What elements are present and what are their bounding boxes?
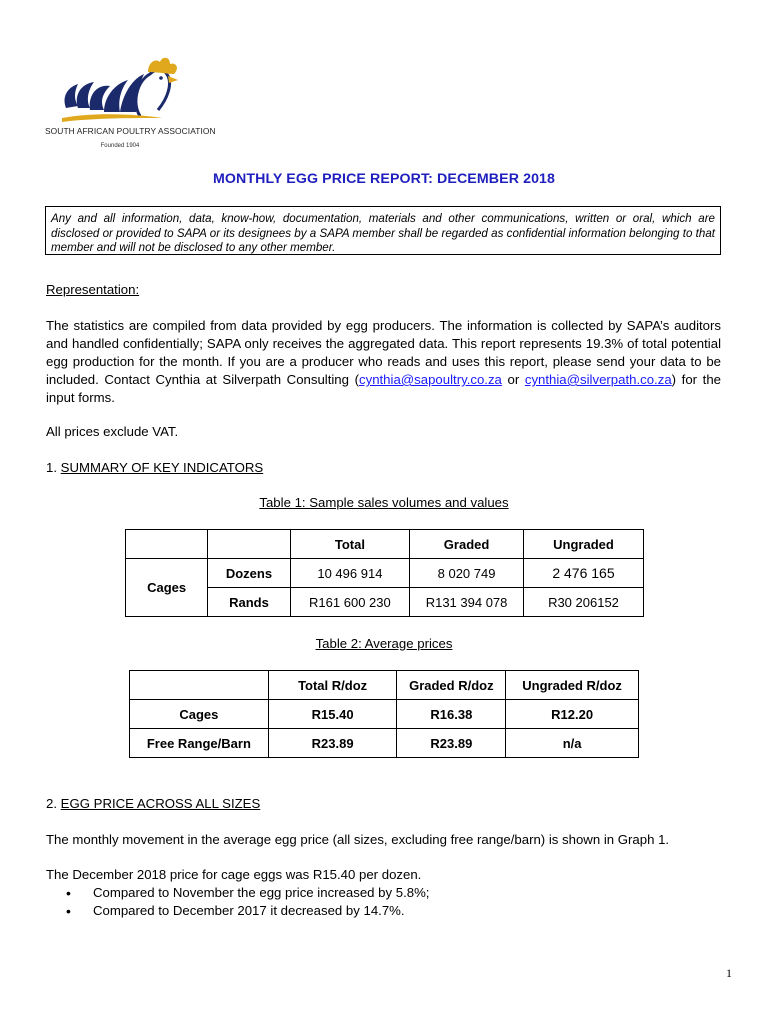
table-cell: R30 206152: [523, 588, 643, 617]
list-item: • Compared to November the egg price increased by 5.8%;: [66, 884, 429, 902]
table-row-label: Dozens: [208, 559, 290, 588]
table-cell: 10 496 914: [290, 559, 409, 588]
table-cell: [208, 530, 290, 559]
table-row: [126, 559, 644, 588]
table-header: Graded: [410, 530, 524, 559]
table-cell: R131 394 078: [410, 588, 524, 617]
table-header: Total R/doz: [268, 671, 397, 700]
section-1-title: SUMMARY OF KEY INDICATORS: [60, 460, 264, 475]
page-number: 1: [726, 966, 732, 980]
table-cell: 8 020 749: [410, 559, 524, 588]
table-cell: R15.40: [268, 700, 397, 729]
email-link-sapoultry[interactable]: cynthia@sapoultry.co.za: [359, 372, 502, 387]
table-cell: 2 476 165: [523, 559, 643, 588]
table-cell: [130, 671, 269, 700]
vat-note: All prices exclude VAT.: [46, 424, 179, 439]
representation-text-2: or: [501, 372, 525, 387]
list-item: • Compared to December 2017 it decreased by 14.7%.: [66, 902, 429, 920]
section-2-text-2: The December 2018 price for cage eggs was R15.40 per dozen.: [46, 867, 422, 882]
disclaimer-box: Any and all information, data, know-how, documentation, materials and other communications, written or oral, which are disclosed or provided to SAPA or its designees by a SAPA member shall be regarded as confidential information belonging to that member and will not be disclosed to any other member.: [45, 206, 721, 255]
section-2-text-1: The monthly movement in the average egg price (all sizes, excluding free range/barn) is shown in Graph 1.: [46, 832, 670, 847]
rooster-logo-icon: [44, 54, 196, 126]
table-group-label: Cages: [126, 559, 208, 617]
section-1-heading: [46, 459, 721, 477]
section-1-number: 1.: [46, 460, 61, 475]
table-1-sales-volumes: [125, 529, 644, 617]
table-cell: R16.38: [397, 700, 506, 729]
table-row: [126, 530, 644, 559]
table-cell: R23.89: [268, 729, 397, 758]
table-row: [130, 671, 639, 700]
table-header: Total: [290, 530, 409, 559]
table-cell: R161 600 230: [290, 588, 409, 617]
representation-heading: Representation:: [46, 282, 140, 297]
table-2-average-prices: [129, 670, 639, 758]
table-row: [130, 700, 639, 729]
representation-text-1: The statistics are compiled from data provided by egg producers. The information is collected by SAPA’s auditors and handled confidentially; SAPA only receives the aggregated data. This report represents 19.3% of total potential egg production for the month. If you are a producer who reads and uses this report, please send your data to be included. Contact Cynthia at Silverpath Consulting (: [46, 318, 721, 387]
sapa-logo: [44, 54, 216, 156]
page-title: MONTHLY EGG PRICE REPORT: DECEMBER 2018: [212, 171, 556, 187]
section-2-title: EGG PRICE ACROSS ALL SIZES: [60, 796, 261, 811]
section-2-number: 2.: [46, 796, 61, 811]
table-row: [130, 729, 639, 758]
email-link-silverpath[interactable]: cynthia@silverpath.co.za: [524, 372, 672, 387]
section-2-bullets: [66, 884, 429, 920]
table-header: Ungraded R/doz: [506, 671, 639, 700]
table-row-label: Free Range/Barn: [130, 729, 269, 758]
table-cell: n/a: [506, 729, 639, 758]
representation-text-3: ) for the input forms.: [46, 372, 722, 405]
founded-text: Founded 1904: [100, 143, 140, 149]
table-2-caption: Table 2: Average prices: [315, 636, 453, 651]
table-header: Ungraded: [523, 530, 643, 559]
org-name: SOUTH AFRICAN POULTRY ASSOCIATION: [45, 126, 216, 136]
table-cell: R23.89: [397, 729, 506, 758]
table-row-label: Cages: [130, 700, 269, 729]
table-cell: R12.20: [506, 700, 639, 729]
table-cell: [126, 530, 208, 559]
table-1-caption: Table 1: Sample sales volumes and values: [259, 495, 509, 510]
table-header: Graded R/doz: [397, 671, 506, 700]
section-2-heading: [46, 795, 721, 813]
table-row-label: Rands: [208, 588, 290, 617]
representation-paragraph: [46, 317, 721, 407]
